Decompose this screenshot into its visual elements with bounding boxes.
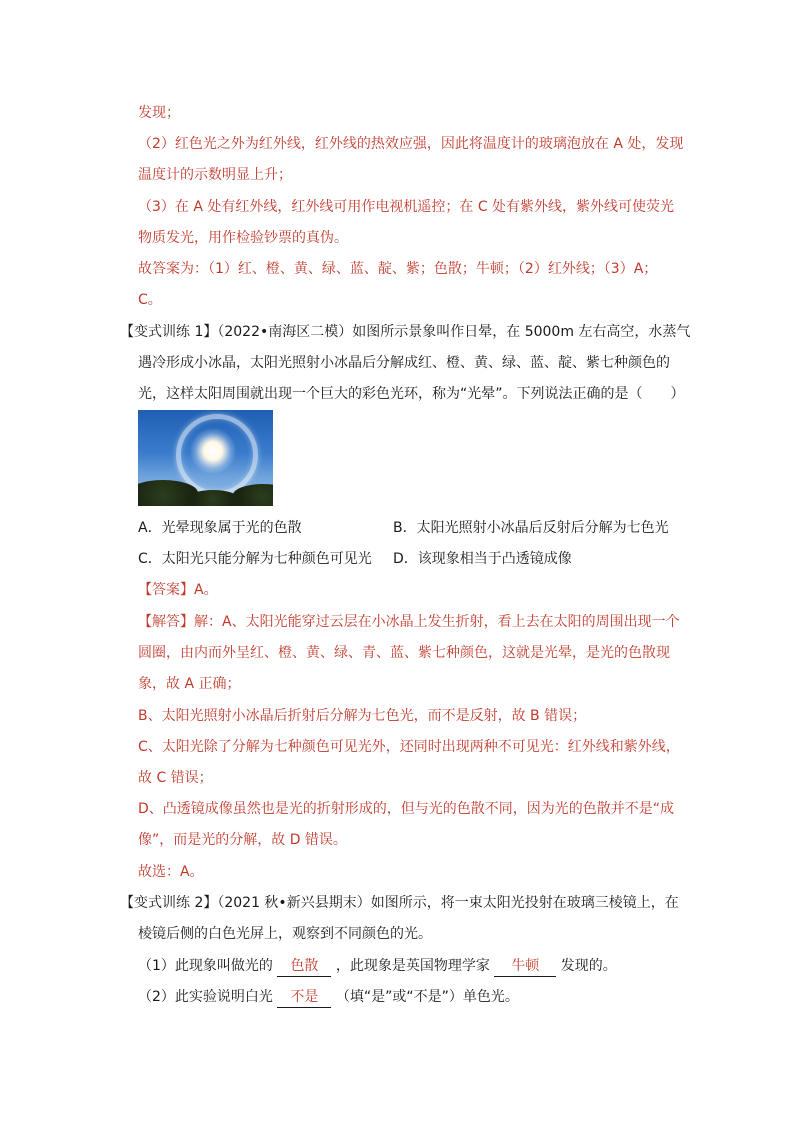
text-line: 故答案为：（1）红、橙、黄、绿、蓝、靛、紫；色散；牛顿；（2）红外线；（3）A； [138, 261, 658, 277]
q1-middle: ，此现象是英国物理学家 [335, 958, 490, 974]
q1-answer-1: 色散 [290, 958, 319, 974]
text-line: （3）在 A 处有红外线，红外线可用作电视机遥控；在 C 处有紫外线，紫外线可使荧光 [138, 199, 675, 215]
option-b: B．太阳光照射小冰晶后反射后分解为七色光 [393, 520, 669, 536]
q2-suffix: （填“是”或“不是”）单色光。 [335, 989, 519, 1005]
question-1 [138, 956, 617, 977]
q1-answer-2: 牛顿 [511, 958, 540, 974]
sun-halo-photo [138, 410, 273, 506]
q1-prefix: （1）此现象叫做光的 [138, 958, 273, 974]
text-line: 发现； [138, 105, 180, 121]
q1-blank-1 [277, 956, 331, 977]
analysis-line: 像”，而是光的分解，故 D 错误。 [138, 832, 347, 848]
text-line: 物质发光，用作检验钞票的真伪。 [138, 230, 348, 246]
q1-blank-2 [494, 956, 556, 977]
tree-silhouette [233, 484, 273, 506]
q2-prefix: （2）此实验说明白光 [138, 989, 273, 1005]
exercise-2-heading: 【变式训练 2】（2021 秋•新兴县期末）如图所示，将一束太阳光投射在玻璃三棱镜上，在 [120, 895, 679, 911]
q2-answer: 不是 [290, 989, 319, 1005]
analysis-line: C、太阳光除了分解为七种颜色可见光外，还同时出现两种不可见光：红外线和紫外线， [138, 739, 680, 755]
analysis-line: 象，故 A 正确； [138, 676, 241, 692]
exercise-1-heading: 【变式训练 1】（2022•南海区二模）如图所示景象叫作日晕，在 5000m 左右高空，水蒸气 [120, 324, 691, 340]
analysis-line: 故选：A。 [138, 864, 204, 880]
analysis-line: 故 C 错误； [138, 770, 213, 786]
exercise-1-text: 光，这样太阳周围就出现一个巨大的彩色光环，称为“光晕”。下列说法正确的是（ ） [138, 386, 685, 402]
option-d: D．该现象相当于凸透镜成像 [393, 551, 572, 567]
text-line: C。 [138, 292, 162, 308]
analysis-line: B、太阳光照射小冰晶后折射后分解为七色光，而不是反射，故 B 错误； [138, 708, 587, 724]
option-a: A．光晕现象属于光的色散 [138, 520, 302, 536]
tree-silhouette [188, 490, 238, 506]
exercise-2-text: 棱镜后侧的白色光屏上，观察到不同颜色的光。 [138, 926, 432, 942]
analysis-line: 圆圈，由内而外呈红、橙、黄、绿、青、蓝、紫七种颜色，这就是光晕，是光的色散现 [138, 645, 670, 661]
q2-blank [277, 987, 331, 1008]
text-line: （2）红色光之外为红外线，红外线的热效应强，因此将温度计的玻璃泡放在 A 处，发现 [138, 136, 684, 152]
text-line: 温度计的示数明显上升； [138, 167, 292, 183]
sun [190, 428, 236, 474]
answer: 【答案】A。 [138, 582, 218, 598]
exercise-1-text: 遇冷形成小冰晶，太阳光照射小冰晶后分解成红、橙、黄、绿、蓝、靛、紫七种颜色的 [138, 355, 670, 371]
question-2 [138, 987, 519, 1008]
analysis-line: D、凸透镜成像虽然也是光的折射形成的，但与光的色散不同，因为光的色散并不是“成 [138, 801, 675, 817]
q1-suffix: 发现的。 [560, 958, 617, 974]
option-c: C．太阳光只能分解为七种颜色可见光 [138, 551, 372, 567]
analysis-line: 【解答】解：A、太阳光能穿过云层在小冰晶上发生折射，看上去在太阳的周围出现一个 [138, 614, 680, 630]
